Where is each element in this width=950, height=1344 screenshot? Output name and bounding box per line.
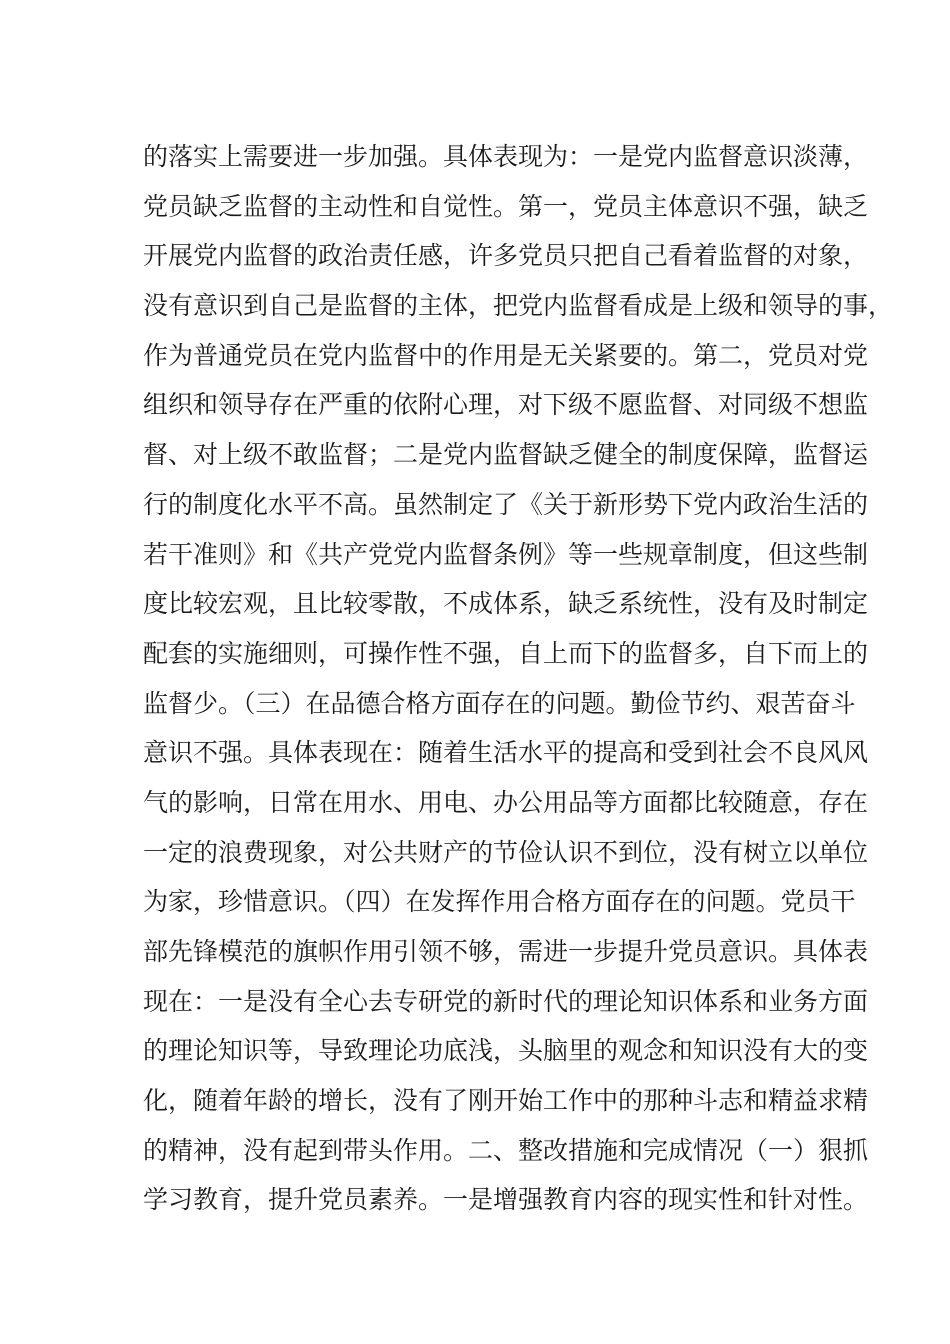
text-line-19: 的理论知识等，导致理论功底浅，头脑里的观念和知识没有大的变 bbox=[143, 1036, 869, 1066]
text-line-2: 党员缺乏监督的主动性和自觉性。第一，党员主体意识不强，缺乏 bbox=[143, 191, 869, 221]
text-line-4: 没有意识到自己是监督的主体，把党内监督看成是上级和领导的事， bbox=[143, 291, 894, 321]
text-line-7: 督、对上级不敢监督；二是党内监督缺乏健全的制度保障，监督运 bbox=[143, 440, 869, 470]
text-line-16: 为家，珍惜意识。（四）在发挥作用合格方面存在的问题。党员干 bbox=[143, 887, 856, 917]
text-line-11: 配套的实施细则，可操作性不强，自上而下的监督多，自下而上的 bbox=[143, 638, 869, 668]
text-line-20: 化，随着年龄的增长，没有了刚开始工作中的那种斗志和精益求精 bbox=[143, 1086, 869, 1116]
text-line-18: 现在：一是没有全心去专研党的新时代的理论知识体系和业务方面 bbox=[143, 986, 869, 1016]
text-line-22: 学习教育，提升党员素养。一是增强教育内容的现实性和针对性。 bbox=[143, 1185, 869, 1215]
text-line-6: 组织和领导存在严重的依附心理，对下级不愿监督、对同级不想监 bbox=[143, 390, 869, 420]
text-line-13: 意识不强。具体表现在：随着生活水平的提高和受到社会不良风风 bbox=[143, 738, 869, 768]
text-line-1: 的落实上需要进一步加强。具体表现为：一是党内监督意识淡薄， bbox=[143, 142, 869, 171]
text-line-8: 行的制度化水平不高。虽然制定了《关于新形势下党内政治生活的 bbox=[143, 489, 869, 519]
text-line-3: 开展党内监督的政治责任感，许多党员只把自己看着监督的对象， bbox=[143, 241, 869, 271]
text-line-21: 的精神，没有起到带头作用。二、整改措施和完成情况（一）狠抓 bbox=[143, 1135, 869, 1165]
text-line-10: 度比较宏观，且比较零散，不成体系，缺乏系统性，没有及时制定 bbox=[143, 589, 869, 619]
text-line-15: 一定的浪费现象，对公共财产的节俭认识不到位，没有树立以单位 bbox=[143, 837, 869, 867]
text-line-5: 作为普通党员在党内监督中的作用是无关紧要的。第二，党员对党 bbox=[143, 340, 869, 370]
text-line-9: 若干准则》和《共产党党内监督条例》等一些规章制度，但这些制 bbox=[143, 539, 869, 569]
text-line-12: 监督少。（三）在品德合格方面存在的问题。勤俭节约、艰苦奋斗 bbox=[143, 688, 856, 718]
text-line-14: 气的影响，日常在用水、用电、办公用品等方面都比较随意，存在 bbox=[143, 787, 869, 817]
text-line-17: 部先锋模范的旗帜作用引领不够，需进一步提升党员意识。具体表 bbox=[143, 937, 869, 966]
body-text bbox=[143, 132, 894, 1225]
